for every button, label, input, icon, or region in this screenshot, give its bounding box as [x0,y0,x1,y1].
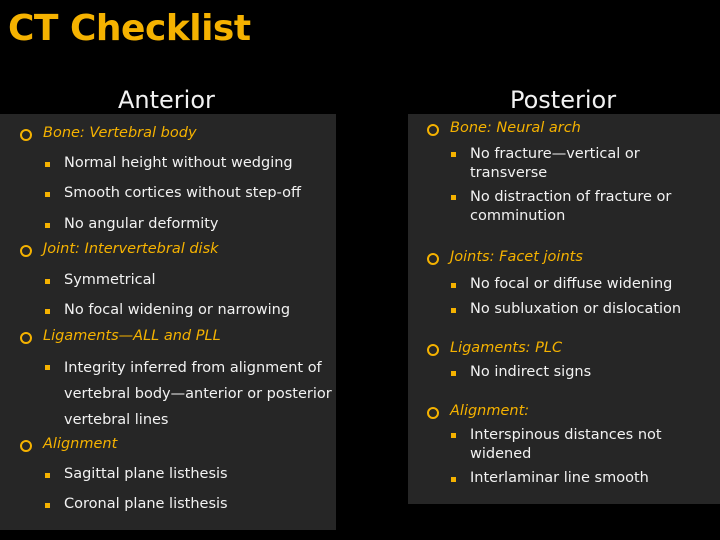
posterior-heading: Posterior [510,86,617,114]
ring-bullet-icon [20,332,32,344]
square-bullet-icon [45,192,50,197]
section-alignment [20,436,117,452]
square-bullet-icon [45,223,50,228]
section-intervertebral-disk [20,241,219,257]
list-item [45,466,228,482]
list-item [45,496,228,512]
ring-bullet-icon [427,407,439,419]
section-label: Joint: Intervertebral disk [43,241,219,257]
section-label: Alignment [43,436,118,452]
list-item [451,301,681,317]
square-bullet-icon [45,473,50,478]
section-label: Bone: Vertebral body [43,125,197,141]
item-text: No subluxation or dislocation [470,301,682,317]
item-text: No distraction of fracture or comminution [470,189,672,224]
list-item [45,302,290,318]
square-bullet-icon [45,365,50,370]
list-item [45,185,301,201]
item-text: No fracture—vertical or transverse [470,146,640,181]
list-item [451,188,696,226]
square-bullet-icon [45,309,50,314]
square-bullet-icon [451,152,456,157]
ring-bullet-icon [427,344,439,356]
ring-bullet-icon [427,253,439,265]
item-text: No angular deformity [64,216,219,232]
list-item [45,216,219,232]
square-bullet-icon [451,477,456,482]
square-bullet-icon [451,283,456,288]
section-ligaments-all-pll [20,328,221,344]
item-text: Interlaminar line smooth [470,470,649,486]
list-item [451,145,691,183]
list-item [451,276,672,292]
item-text: Interspinous distances not widened [470,427,662,462]
section-neural-arch [427,120,581,136]
item-text: No focal widening or narrowing [64,302,291,318]
square-bullet-icon [45,503,50,508]
item-text: Sagittal plane listhesis [64,466,228,482]
item-text: Smooth cortices without step-off [64,185,301,201]
ring-bullet-icon [20,440,32,452]
section-vertebral-body [20,125,197,141]
item-text: Symmetrical [64,272,156,288]
section-alignment-right [427,403,529,419]
square-bullet-icon [451,371,456,376]
section-label: Joints: Facet joints [450,249,583,265]
section-label: Ligaments—ALL and PLL [43,328,221,344]
section-label: Bone: Neural arch [450,120,581,136]
section-facet-joints [427,249,583,265]
list-item [45,155,293,171]
list-item [45,355,335,433]
list-item [451,470,649,486]
ring-bullet-icon [20,245,32,257]
item-text: No focal or diffuse widening [470,276,673,292]
item-text: Coronal plane listhesis [64,496,228,512]
ring-bullet-icon [427,124,439,136]
item-text: No indirect signs [470,364,592,380]
item-text: Integrity inferred from alignment of vertebral body—anterior or posterior vertebral lines [64,360,332,428]
square-bullet-icon [451,308,456,313]
ring-bullet-icon [20,129,32,141]
square-bullet-icon [451,195,456,200]
square-bullet-icon [45,279,50,284]
list-item [451,426,691,464]
list-item [45,272,156,288]
section-ligaments-plc [427,340,562,356]
item-text: Normal height without wedging [64,155,293,171]
slide-title: CT Checklist [8,8,251,49]
square-bullet-icon [45,162,50,167]
section-label: Ligaments: PLC [450,340,563,356]
section-label: Alignment: [450,403,530,419]
anterior-heading: Anterior [118,86,215,114]
list-item [451,364,591,380]
square-bullet-icon [451,433,456,438]
